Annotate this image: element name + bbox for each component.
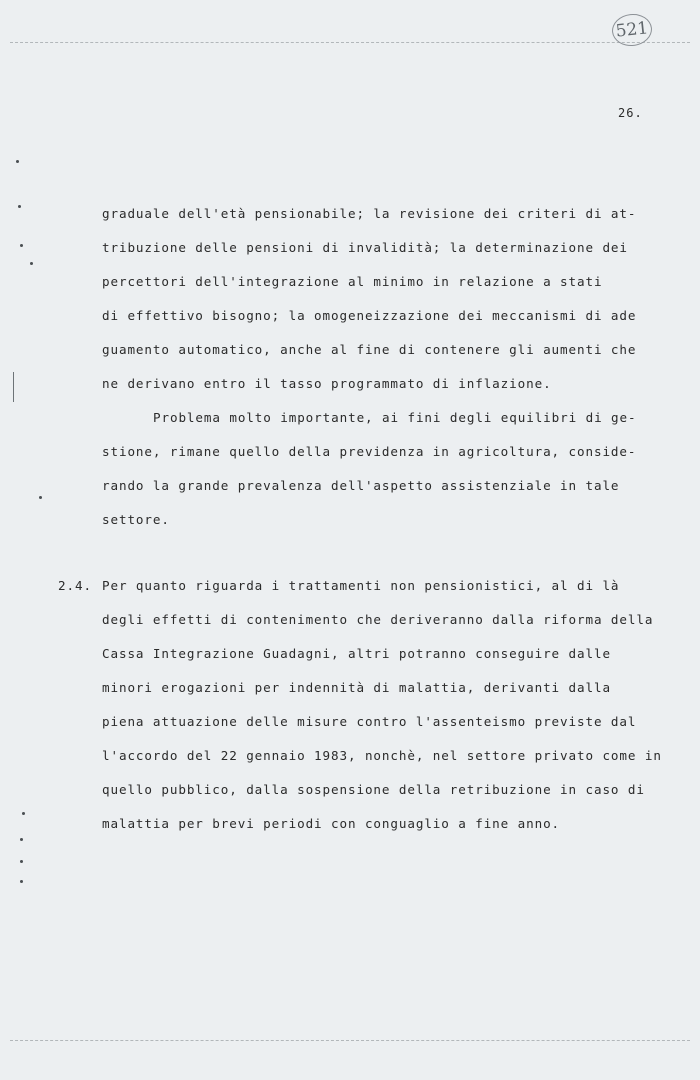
margin-speck (30, 262, 33, 265)
paragraph1-line: graduale dell'età pensionabile; la revisione dei criteri di at- (102, 206, 637, 221)
margin-speck (20, 860, 23, 863)
margin-speck (22, 812, 25, 815)
section-line: malattia per brevi periodi con conguaglio a fine anno. (102, 816, 561, 831)
section-line: piena attuazione delle misure contro l'assenteismo previste dal (102, 714, 637, 729)
section-line: degli effetti di contenimento che deriveranno dalla riforma della (102, 612, 654, 627)
archive-stamp: 521 (610, 12, 653, 48)
paragraph2-line: settore. (102, 512, 170, 527)
margin-speck (20, 244, 23, 247)
section-number: 2.4. (58, 578, 92, 593)
paragraph1-line: ne derivano entro il tasso programmato di inflazione. (102, 376, 552, 391)
margin-speck (20, 880, 23, 883)
paragraph2-line: Problema molto importante, ai fini degli equilibri di ge- (153, 410, 637, 425)
paragraph1-line: tribuzione delle pensioni di invalidità; la determinazione dei (102, 240, 628, 255)
paragraph1-line: di effettivo bisogno; la omogeneizzazione dei meccanismi di ade (102, 308, 637, 323)
section-line: minori erogazioni per indennità di malattia, derivanti dalla (102, 680, 611, 695)
paragraph1-line: guamento automatico, anche al fine di contenere gli aumenti che (102, 342, 637, 357)
margin-speck (18, 205, 21, 208)
bottom-scan-edge (10, 1040, 690, 1041)
page-number: 26. (618, 106, 643, 120)
paragraph2-line: rando la grande prevalenza dell'aspetto assistenziale in tale (102, 478, 620, 493)
section-line: l'accordo del 22 gennaio 1983, nonchè, nel settore privato come in (102, 748, 662, 763)
paragraph1-line: percettori dell'integrazione al minimo in relazione a stati (102, 274, 603, 289)
section-line: Per quanto riguarda i trattamenti non pensionistici, al di là (102, 578, 620, 593)
margin-speck (20, 838, 23, 841)
top-scan-edge (10, 42, 690, 43)
section-line: Cassa Integrazione Guadagni, altri potranno conseguire dalle (102, 646, 611, 661)
section-line: quello pubblico, dalla sospensione della retribuzione in caso di (102, 782, 645, 797)
paragraph2-line: stione, rimane quello della previdenza in agricoltura, conside- (102, 444, 637, 459)
margin-speck (39, 496, 42, 499)
margin-bar (13, 372, 14, 402)
margin-speck (16, 160, 19, 163)
